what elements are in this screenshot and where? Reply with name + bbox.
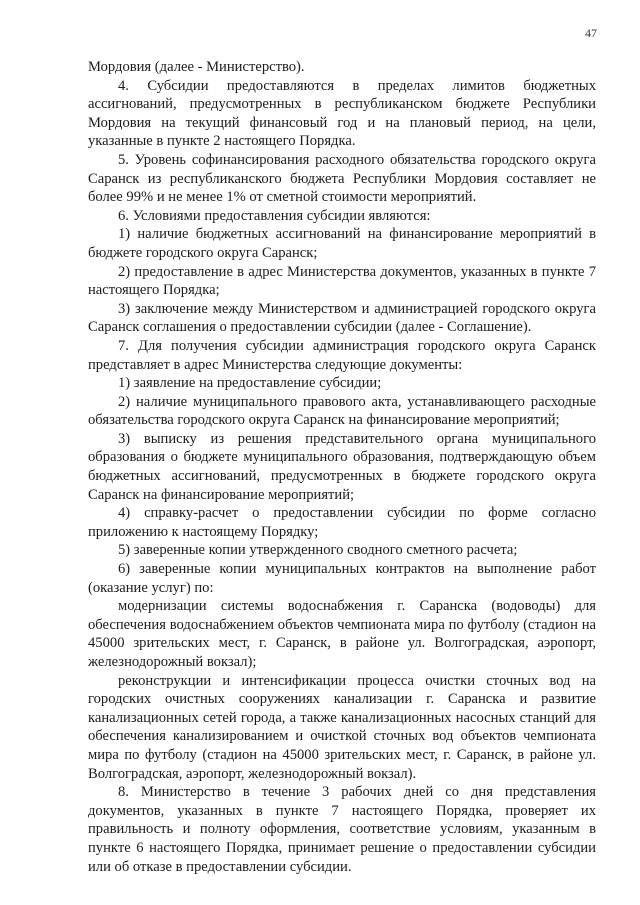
paragraph-subitem-sewage: реконструкции и интенсификации процесса очистки сточных вод на городских очистных сооружениях канализации г. Саранска и развитие канализационных сетей города, а также канализационных насосных станций для обеспечения канализированием и очисткой сточных вод объектов чемпионата мира по футболу (стадион на 45000 зрительских мест, г. Саранск, в районе ул. Волгоградская, аэропорт, железнодорожный вокзал).: [88, 672, 596, 782]
paragraph-item-8: 8. Министерство в течение 3 рабочих дней со дня представления документов, указанных в пункте 7 настоящего Порядка, проверяет их правильность и полноту оформления, соответствие условиям, указанным в пункте 6 настоящего Порядка, принимает решение о предоставлении субсидии или об отказе в предоставлении субсидии.: [88, 784, 596, 875]
paragraph-item-6: 6. Условиями предоставления субсидии являются:: [118, 207, 431, 224]
paragraph-subitem-water-supply: модернизации системы водоснабжения г. Саранска (водоводы) для обеспечения водоснабжением объектов чемпионата мира по футболу (стадион на 45000 зрительских мест, г. Саранск, в районе ул. Волгоградская, аэропорт, железнодорожный вокзал);: [88, 598, 596, 670]
paragraph-item-6-2: 2) предоставление в адрес Министерства документов, указанных в пункте 7 настоящего Порядка;: [88, 263, 596, 299]
paragraph-item-5: 5. Уровень софинансирования расходного обязательства городского округа Саранск из республиканского бюджета Республики Мордовия составляет не более 99% и не менее 1% от сметной стоимости мероприятий.: [88, 151, 596, 206]
page-number: 47: [585, 26, 597, 40]
paragraph-item-7: 7. Для получения субсидии администрация городского округа Саранск представляет в адрес Министерства следующие документы:: [88, 337, 596, 373]
paragraph-item-7-4: 4) справку-расчет о предоставлении субсидии по форме согласно приложению к настоящему Порядку;: [88, 505, 596, 540]
paragraph-item-4: 4. Субсидии предоставляются в пределах лимитов бюджетных ассигнований, предусмотренных в республиканском бюджете Республики Мордовия на текущий финансовый год и на плановый период, на цели, указанные в пункте 2 настоящего Порядка.: [88, 77, 596, 150]
paragraph-item-7-6: 6) заверенные копии муниципальных контрактов на выполнение работ (оказание услуг) по:: [88, 561, 596, 596]
paragraph-item-7-1: 1) заявление на предоставление субсидии;: [118, 375, 382, 392]
paragraph-item-7-3: 3) выписку из решения представительного органа муниципального образования о бюджете муниципального образования, подтверждающую объем бюджетных ассигнований, предусмотренных в бюджете городского округа Саранск на финансирование мероприятий;: [88, 430, 596, 503]
paragraph-item-6-3: 3) заключение между Министерством и администрацией городского округа Саранск соглашения о предоставлении субсидии (далее - Соглашение).: [88, 300, 596, 336]
paragraph-item-6-1: 1) наличие бюджетных ассигнований на финансирование мероприятий в бюджете городского округа Саранск;: [88, 226, 596, 261]
paragraph-item-7-5: 5) заверенные копии утвержденного сводного сметного расчета;: [118, 542, 518, 559]
paragraph-continuation: Мордовия (далее - Министерство).: [88, 59, 305, 75]
document-body: [88, 58, 596, 876]
paragraph-item-7-2: 2) наличие муниципального правового акта, устанавливающего расходные обязательства городского округа Саранск на финансирование мероприятий;: [88, 393, 596, 429]
